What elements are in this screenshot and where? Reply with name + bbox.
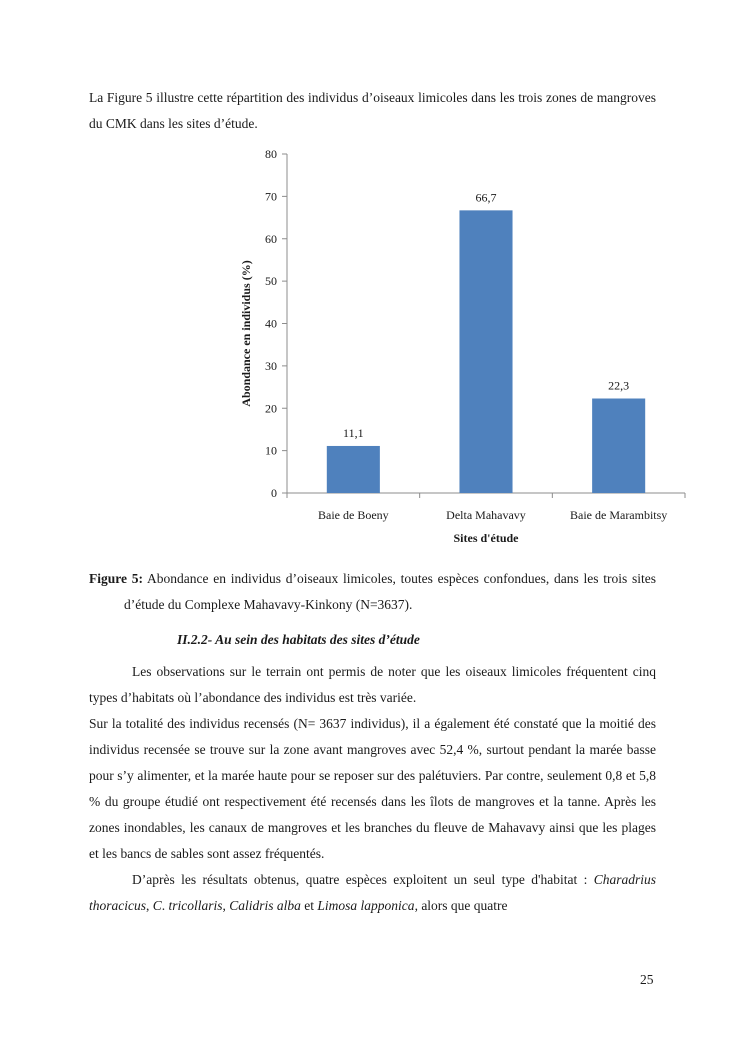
para3-tail: , alors que quatre — [414, 898, 508, 913]
data-label: 11,1 — [343, 425, 364, 440]
y-tick-label: 80 — [265, 147, 277, 161]
caption-text: Abondance en individus d’oiseaux limicoles, toutes espèces confondues, dans les trois sites d’étude du Complexe Mahavavy-Kinkony (N=3637). — [124, 571, 656, 612]
bar-chart — [239, 142, 699, 552]
y-tick-label: 40 — [265, 316, 277, 331]
species-name: Charadrius thoracicus — [89, 872, 656, 913]
x-tick-label: Delta Mahavavy — [446, 508, 526, 522]
x-tick-label: Baie de Boeny — [318, 508, 389, 522]
species-name: tricollaris — [168, 898, 223, 913]
caption-label: Figure 5: — [89, 571, 143, 586]
bar — [327, 446, 380, 493]
paragraph-1: Les observations sur le terrain ont permis de noter que les oiseaux limicoles fréquentent cinq types d’habitats où l’abondance des individus est très variée. — [89, 664, 656, 705]
y-tick-label: 20 — [265, 401, 277, 416]
bar — [459, 210, 512, 493]
separator: et — [300, 898, 318, 913]
y-tick-label: 30 — [265, 358, 277, 373]
intro-text: La Figure 5 illustre cette répartition des individus d’oiseaux limicoles dans les trois zones de mangroves du CMK dans les sites d’étude. — [89, 90, 656, 131]
data-label: 66,7 — [475, 190, 497, 205]
y-tick-label: 0 — [271, 486, 277, 500]
paragraph-2: Sur la totalité des individus recensés (N= 3637 individus), il a également été constaté que la moitié des individus recensée se trouve sur la zone avant mangroves avec 52,4 %, surtout pendant la marée basse pour s’y alimenter, et la marée haute pour se reposer sur des palétuviers. Par contre, seulement 0,8 et 5,8 % du groupe étudié ont respectivement été recensés dans les îlots de mangroves et la tanne. Après les zones inondables, les canaux de mangroves et les branches du fleuve de Mahavavy ainsi que les plages et les bancs de sables sont assez fréquentés. — [89, 716, 656, 861]
separator: , — [146, 898, 153, 913]
y-axis-title: Abondance en individus (%) — [239, 260, 253, 407]
para3-lead: D’après les résultats obtenus, quatre espèces exploitent un seul type d'habitat : — [132, 872, 594, 887]
separator: . — [161, 898, 169, 913]
y-tick-label: 60 — [265, 231, 277, 246]
data-label: 22,3 — [608, 378, 630, 393]
chart-bars — [327, 210, 645, 493]
species-name: Calidris alba — [229, 898, 301, 913]
separator: , — [222, 898, 230, 913]
intro-paragraph — [89, 85, 656, 137]
species-name: Limosa lapponica — [317, 898, 415, 913]
page-number: 25 — [640, 972, 654, 987]
figure-caption — [89, 566, 656, 618]
section-subheading: II.2.2- Au sein des habitats des sites d’étude — [177, 632, 420, 647]
x-tick-label: Baie de Marambitsy — [570, 508, 668, 522]
y-tick-label: 50 — [265, 274, 277, 289]
body-text — [89, 659, 656, 919]
species-name: C — [152, 898, 162, 913]
paragraph-3 — [89, 867, 656, 919]
bar — [592, 399, 645, 493]
y-tick-label: 70 — [265, 189, 277, 204]
y-tick-label: 10 — [265, 443, 277, 458]
x-axis-title: Sites d'étude — [453, 531, 519, 545]
